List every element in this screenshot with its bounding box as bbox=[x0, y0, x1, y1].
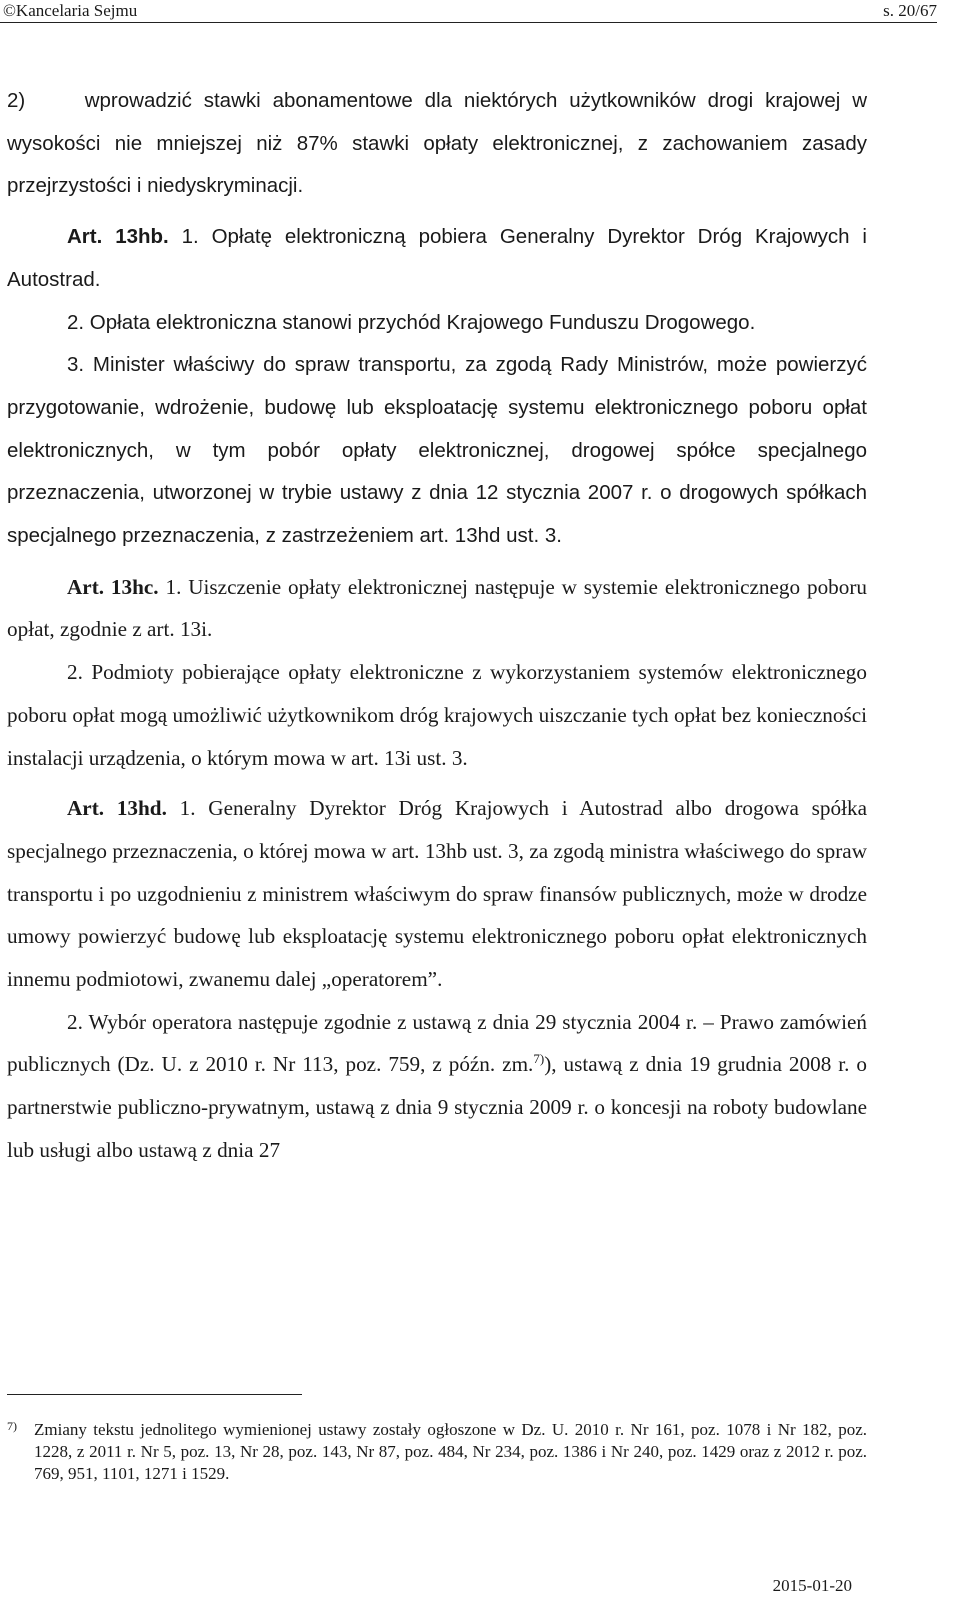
header-page-number: s. 20/67 bbox=[883, 1, 937, 20]
page-header bbox=[0, 0, 960, 24]
header-divider bbox=[0, 22, 937, 23]
art-13hc-para-1: Art. 13hc. 1. Uiszczenie opłaty elektronicznej następuje w systemie elektronicznego poboru opłat, zgodnie z art. 13i. bbox=[7, 574, 868, 642]
art-13hb-label: Art. 13hb. bbox=[67, 225, 182, 249]
document-body bbox=[7, 80, 867, 1172]
art-13hc-label: Art. 13hc. bbox=[67, 574, 166, 599]
art-13hb-para-3: 3. Minister właściwy do spraw transportu, za zgodą Rady Ministrów, może powierzyć przygotowanie, wdrożenie, budowę lub eksploatację systemu elektronicznego poboru opłat elektronicznych, w tym pobór opłaty elektronicznej, drogowej spółce specjalnego przeznaczenia, utworzonej w trybie ustawy z dnia 12 stycznia 2007 r. o drogowych spółkach specjalnego przeznaczenia, z zastrzeżeniem art. 13hd ust. 3. bbox=[7, 353, 867, 548]
footer-date: 2015-01-20 bbox=[772, 1576, 852, 1595]
footnote-reference: 7) bbox=[533, 1051, 545, 1067]
art-13hb-para-2: 2. Opłata elektroniczna stanowi przychód Krajowego Funduszu Drogowego. bbox=[67, 310, 756, 334]
footnote-mark: 7) bbox=[7, 1419, 17, 1433]
footnote bbox=[7, 1419, 867, 1485]
list-item-2: 2) wprowadzić stawki abonamentowe dla niektórych użytkowników drogi krajowej w wysokości nie mniejszej niż 87% stawki opłaty elektronicznej, z zachowaniem zasady przejrzystości i niedyskryminacji. bbox=[7, 89, 867, 198]
footnote-text: Zmiany tekstu jednolitego wymienionej ustawy zostały ogłoszone w Dz. U. 2010 r. Nr 161, poz. 1078 i Nr 182, poz. 1228, z 2011 r. Nr 5, poz. 13, Nr 28, poz. 143, Nr 87, poz. 484, Nr 234, poz. 1386 i Nr 240, poz. 1429 oraz z 2012 r. poz. 769, 951, 1101, 1271 i 1529. bbox=[34, 1420, 867, 1483]
art-13hb-para-1: Art. 13hb. 1. Opłatę elektroniczną pobiera Generalny Dyrektor Dróg Krajowych i Autostrad. bbox=[7, 225, 867, 291]
art-13hd-para-2: 2. Wybór operatora następuje zgodnie z ustawą z dnia 29 stycznia 2004 r. – Prawo zamówień publicznych (Dz. U. z 2010 r. Nr 113, poz. 759, z późn. zm.$^{7)}$), ustawą z dnia 19 grudnia 2008 r. o partnerstwie publiczno-prywatnym, ustawą z dnia 9 stycznia 2009 r. o koncesji na roboty budowlane lub usługi albo ustawą z dnia 27 bbox=[7, 1009, 867, 1162]
art-13hd-para-1: Art. 13hd. 1. Generalny Dyrektor Dróg Krajowych i Autostrad albo drogowa spółka specjalnego przeznaczenia, o której mowa w art. 13hb ust. 3, za zgodą ministra właściwego do spraw transportu i po uzgodnieniu z ministrem właściwym do spraw finansów publicznych, może w drodze umowy powierzyć budowę lub eksploatację systemu elektronicznego poboru opłat elektronicznych innemu podmiotowi, zwanemu dalej „operatorem”. bbox=[7, 796, 868, 992]
art-13hc-para-2: 2. Podmioty pobierające opłaty elektroniczne z wykorzystaniem systemów elektronicznego poboru opłat mogą umożliwić użytkownikom dróg krajowych uiszczanie tych opłat bez konieczności instalacji urządzenia, o którym mowa w art. 13i ust. 3. bbox=[7, 660, 867, 770]
footnote-divider bbox=[7, 1394, 302, 1395]
art-13hd-label: Art. 13hd. bbox=[67, 796, 180, 821]
header-copyright: ©Kancelaria Sejmu bbox=[3, 1, 138, 20]
